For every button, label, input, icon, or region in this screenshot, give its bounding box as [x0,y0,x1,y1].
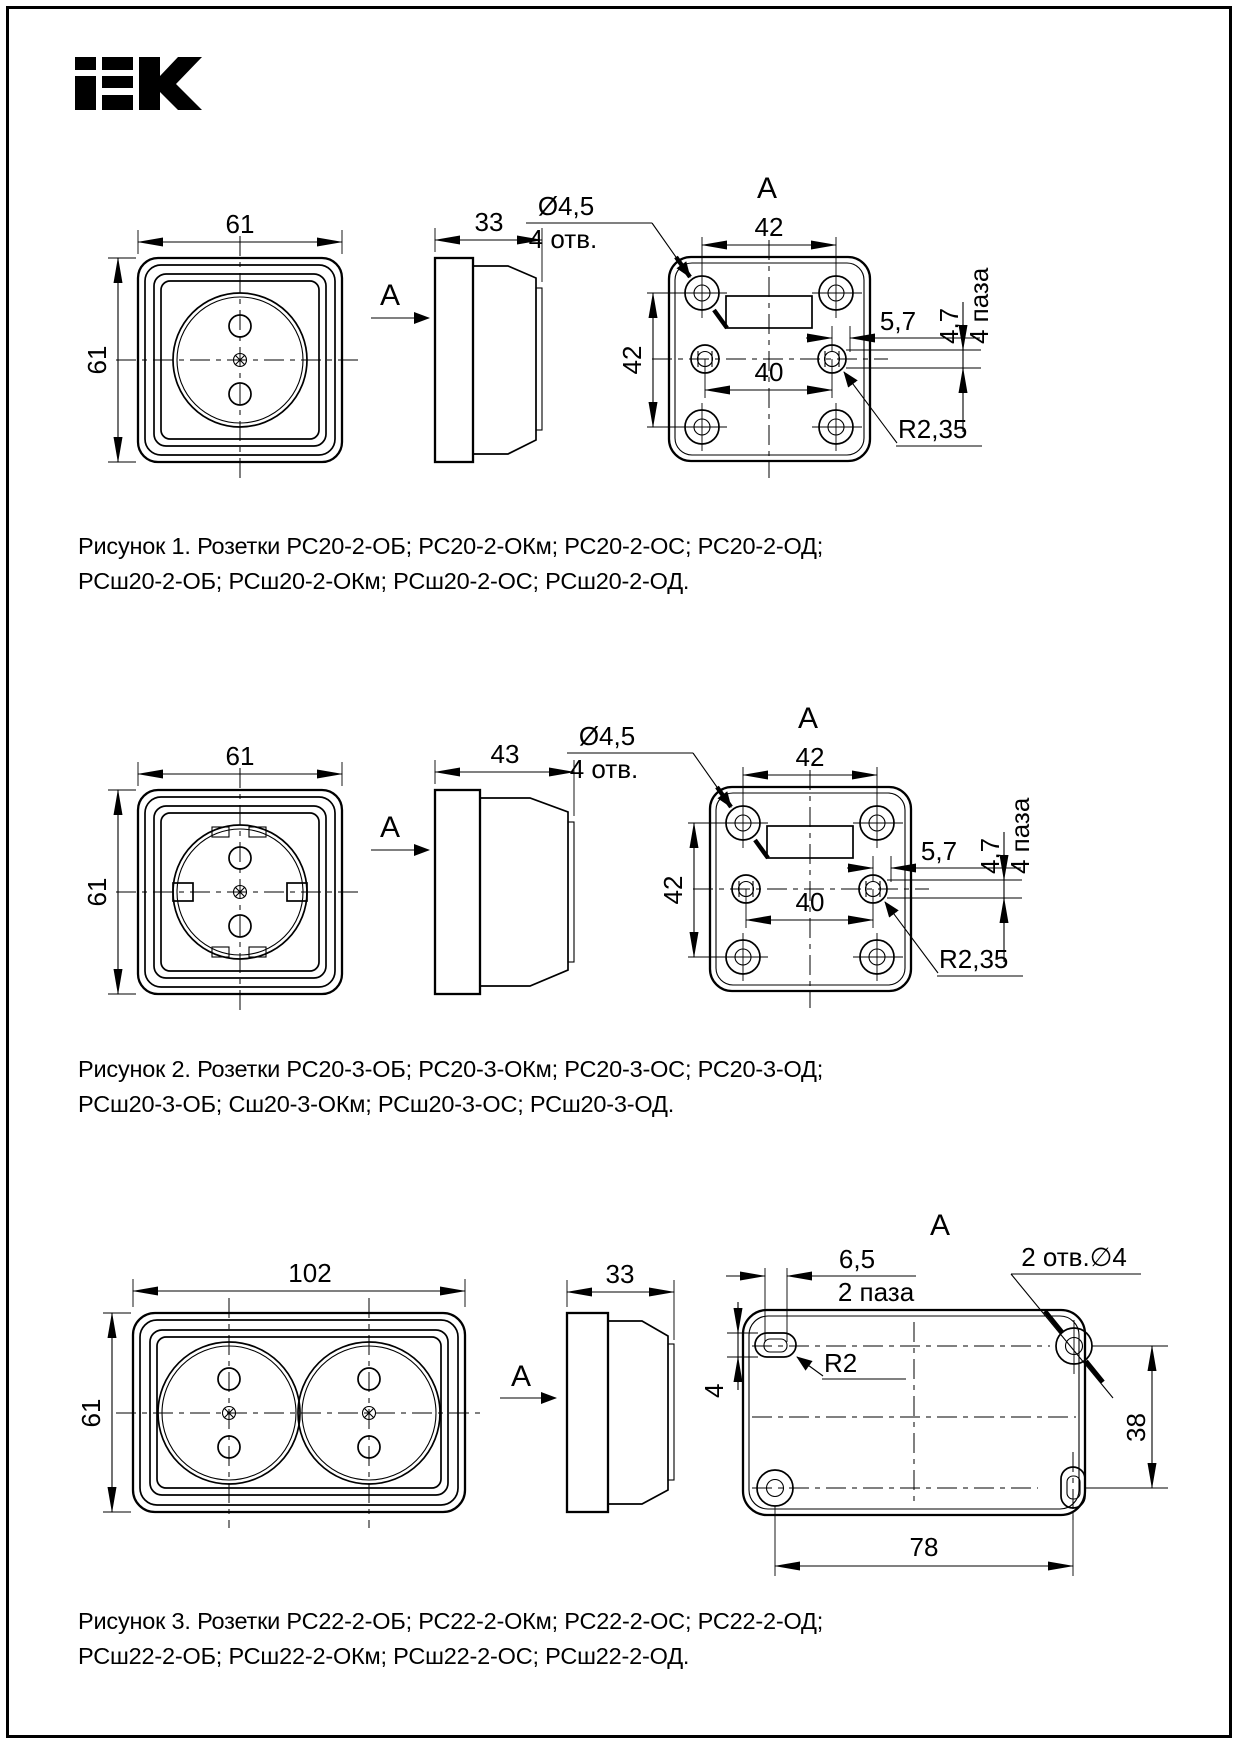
figure1-caption-line1: Рисунок 1. Розетки РС20-2-ОБ; РС20-2-ОКм; РС20-2-ОС; РС20-2-ОД; [78,533,824,559]
fig2-rear-title: A [797,702,819,735]
fig2-rear-view [567,702,1035,1008]
figure2-caption-line2: РСш20-3-ОБ; Сш20-3-ОКм; РСш20-3-ОС; РСш20-3-ОД. [78,1090,675,1117]
fig2-rear-slots-label: 4 паза [1005,797,1035,874]
fig1-rear-dim-mid: 40 [754,357,784,387]
fig2-front-height-dim: 61 [82,877,112,907]
fig2-rear-hole-dia: Ø4,5 [578,721,636,751]
figure2-caption-line1: Рисунок 2. Розетки РС20-3-ОБ; РС20-3-ОКм; РС20-3-ОС; РС20-3-ОД; [78,1056,824,1082]
figure1-caption [78,529,823,598]
fig3-front-view [76,1258,556,1528]
fig1-rear-slots-label: 4 паза [964,267,994,344]
fig3-front-height-dim: 61 [76,1398,106,1428]
fig1-rear-view [526,172,994,478]
fig1-side-depth-dim: 33 [474,207,504,237]
fig3-rear-title: A [929,1209,951,1242]
fig2-rear-radius: R2,35 [939,944,1009,974]
fig1-front-width-dim: 61 [225,209,255,239]
fig2-front-view [82,741,429,1016]
fig3-rear-radius: R2 [824,1348,858,1378]
fig3-rear-holes-label: 2 отв.∅4 [1021,1242,1127,1272]
iek-logo [75,57,202,110]
fig3-view-arrow-label: A [510,1360,532,1393]
fig3-front-width-dim: 102 [288,1258,332,1288]
fig3-rear-slots-label: 2 паза [837,1277,915,1307]
fig1-rear-hole-dia: Ø4,5 [537,191,595,221]
fig2-rear-dim-top: 42 [795,742,825,772]
fig3-rear-dim-6-5: 6,5 [838,1244,876,1274]
figure2-caption [78,1052,823,1121]
fig3-side-depth-dim: 33 [605,1259,635,1289]
fig1-rear-dim-5-7: 5,7 [879,306,917,336]
figure1-caption-line2: РСш20-2-ОБ; РСш20-2-ОКм; РСш20-2-ОС; РСш20-2-ОД. [78,567,690,594]
fig2-rear-dim-left: 42 [658,875,688,905]
fig1-rear-title: A [756,172,778,205]
fig3-rear-dim-38: 38 [1121,1413,1151,1442]
fig2-view-arrow-label: A [379,811,401,844]
fig1-rear-hole-qty: 4 отв. [528,224,598,254]
fig3-rear-view [699,1209,1168,1576]
fig1-front-view [82,209,429,484]
fig1-rear-radius: R2,35 [898,414,968,444]
fig2-rear-dim-mid: 40 [795,887,825,917]
fig1-rear-dim-top: 42 [754,212,784,242]
fig3-rear-dim-4: 4 [699,1383,729,1398]
fig2-rear-dim-4-7: 4,7 [975,837,1005,874]
figure3-caption [78,1604,823,1673]
fig1-front-height-dim: 61 [82,345,112,375]
fig1-rear-dim-left: 42 [617,345,647,375]
fig2-front-width-dim: 61 [225,741,255,771]
fig3-side-view [567,1259,674,1512]
fig1-view-arrow-label: A [379,279,401,312]
fig3-rear-dim-78: 78 [909,1532,939,1562]
fig2-rear-hole-qty: 4 отв. [569,754,639,784]
fig2-side-view [435,739,574,994]
fig2-rear-dim-5-7: 5,7 [920,836,958,866]
figure3-caption-line1: Рисунок 3. Розетки РС22-2-ОБ; РС22-2-ОКм; РС22-2-ОС; РС22-2-ОД; [78,1608,824,1634]
fixing-slot-top-left [755,1333,796,1357]
fig1-rear-dim-4-7: 4,7 [934,307,964,344]
fig2-side-depth-dim: 43 [490,739,520,769]
figure3-caption-line2: РСш22-2-ОБ; РСш22-2-ОКм; РСш22-2-ОС; РСш22-2-ОД. [78,1642,690,1669]
fig1-side-view [435,207,542,462]
